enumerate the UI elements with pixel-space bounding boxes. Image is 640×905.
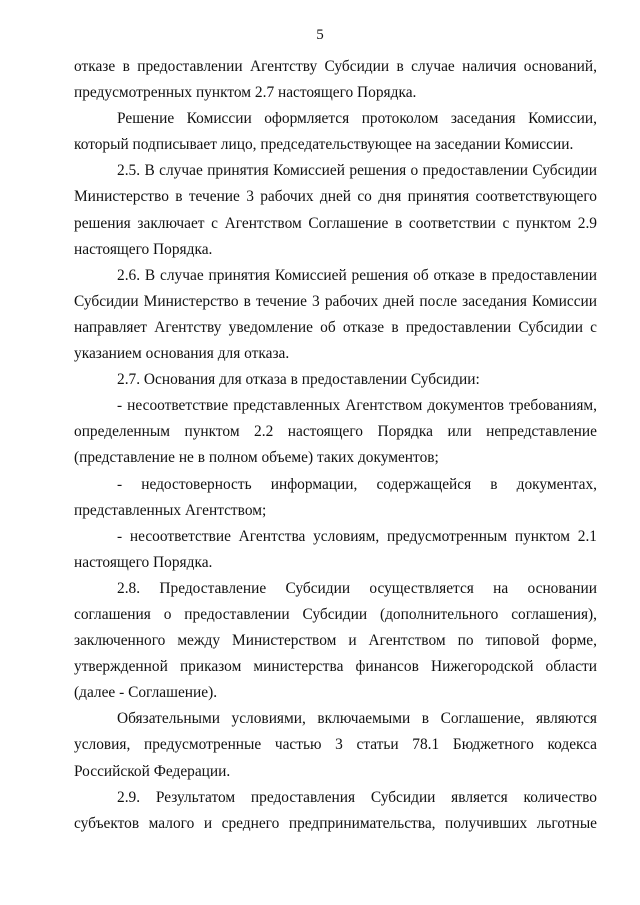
paragraph-2-9: 2.9. Результатом предоставления Субсидии является количество субъектов малого и среднего предпринимательства, получивших льготные xyxy=(74,788,597,832)
page-number: 5 xyxy=(316,27,324,43)
list-item-conditions-mismatch: - несоответствие Агентства условиям, предусмотренным пунктом 2.1 настоящего Порядка. xyxy=(74,527,597,571)
paragraph-commission-decision: Решение Комиссии оформляется протоколом заседания Комиссии, который подписывает лицо, председательствующее на заседании Комиссии. xyxy=(74,110,597,154)
paragraph-mandatory-conditions: Обязательными условиями, включаемыми в Соглашение, являются условия, предусмотренные частью 3 статьи 78.1 Бюджетного кодекса Российской Федерации. xyxy=(74,710,597,780)
document-body xyxy=(74,54,597,837)
paragraph-2-7: 2.7. Основания для отказа в предоставлении Субсидии: xyxy=(117,371,480,389)
list-item-unreliable-info: - недостоверность информации, содержащейся в документах, представленных Агентством; xyxy=(74,475,597,519)
list-item-documents-mismatch: - несоответствие представленных Агентством документов требованиям, определенным пунктом 2.2 настоящего Порядка или непредставление (представление не в полном объеме) таких документов; xyxy=(74,397,597,467)
paragraph-continuation: отказе в предоставлении Агентству Субсидии в случае наличия оснований, предусмотренных пунктом 2.7 настоящего Порядка. xyxy=(74,58,597,102)
paragraph-2-6: 2.6. В случае принятия Комиссией решения об отказе в предоставлении Субсидии Министерство в течение 3 рабочих дней после заседания Комиссии направляет Агентству уведомление об отказе в предоставлении Субсидии с указанием основания для отказа. xyxy=(74,266,597,363)
paragraph-2-5: 2.5. В случае принятия Комиссией решения о предоставлении Субсидии Министерство в течение 3 рабочих дней со дня принятия соответствующего решения заключает с Агентством Соглашение в соответствии с пунктом 2.9 настоящего Порядка. xyxy=(74,162,597,258)
paragraph-2-8: 2.8. Предоставление Субсидии осуществляется на основании соглашения о предоставлении Субсидии (дополнительного соглашения), заключенного между Министерством и Агентством по типовой форме, утвержденной приказом министерства финансов Нижегородской области (далее - Соглашение). xyxy=(74,579,597,702)
